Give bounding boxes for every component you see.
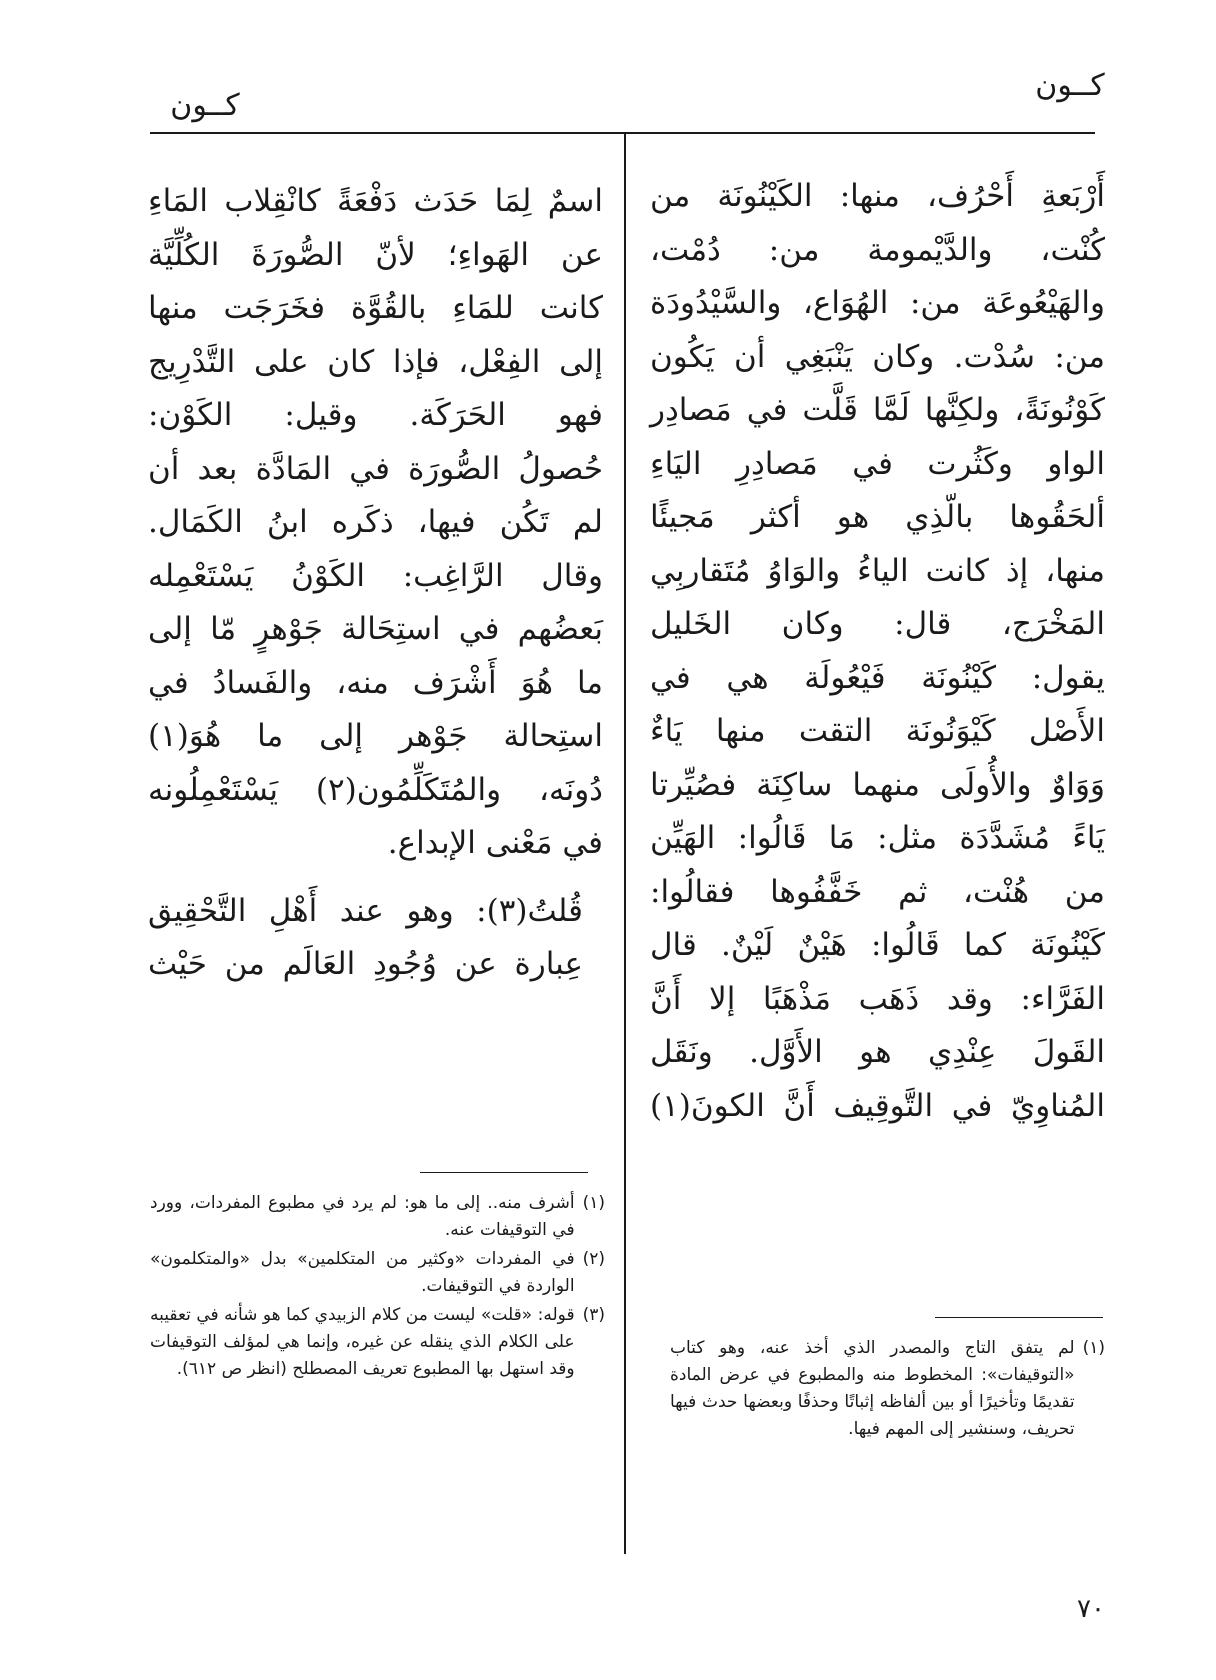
text-line: قُلتُ(٣): وهو عند أَهْلِ التَّحْقِيق (148, 892, 583, 929)
footnote-separator (420, 1172, 588, 1173)
footnote-number: (١) (1082, 1338, 1105, 1358)
text-line: ما هُوَ أَشْرَف منه، والفَسادُ في (148, 664, 603, 701)
page-number: ٧٠ (1077, 1594, 1105, 1624)
footnote-number: (٣) (582, 1305, 605, 1325)
text-line: اسمٌ لِمَا حَدَث دَفْعَةً كانْقِلاب المَاءِ (148, 183, 603, 219)
text-line: عِبارة عن وُجُودِ العَالَم من حَيْث (148, 946, 583, 982)
footnote (150, 1246, 605, 1300)
footnotes-left (150, 1190, 605, 1385)
running-head-right: كــون (1035, 68, 1105, 103)
text-line: القَولَ عِنْدِي هو الأَوَّل. ونَقَل (650, 1034, 1105, 1070)
text-line: الواو وكَثُرت في مَصادِرِ اليَاءِ (650, 445, 1105, 482)
paragraph (148, 175, 603, 871)
text-line: ألحَقُوها بالّذِي هو أكثر مَجيئًا (650, 499, 1105, 535)
header-rule (150, 132, 1095, 134)
text-line: الأَصْل كَيْوَنُونَة التقت منها يَاءٌ (650, 713, 1105, 749)
text-line: استِحالة جَوْهر إلى ما هُوَ(١) (148, 718, 603, 754)
text-line: والهَيْعُوعَة من: الهُوَاع، والسَّيْدُودَة (650, 285, 1105, 321)
right-column-text (650, 170, 1105, 1133)
footnotes-right (670, 1335, 1105, 1445)
footnote-text: أشرف منه.. إلى ما هو: لم يرد في مطبوع المفردات، وورد في التوقيفات عنه. (150, 1193, 575, 1240)
footnote (150, 1302, 605, 1383)
text-line: كَوْنُونَةً، ولكِنَّها لَمَّا قَلَّت في مَصادِر (650, 392, 1105, 428)
footnote-text: لم يتفق التاج والمصدر الذي أخذ عنه، وهو كتاب «التوقيفات»: المخطوط منه والمطبوع في عرض المادة تقديمًا وتأخيرًا أو بين ألفاظه إثباتًا وحذفًا وبعضها حدث فيها تحريف، وسنشير إلى المهم فيها. (670, 1338, 1075, 1439)
footnote-number: (١) (582, 1193, 605, 1213)
text-line: كُنْت، والدَّيْمومة من: دُمْت، (650, 231, 1105, 268)
column-divider (624, 134, 626, 1554)
footnote (150, 1190, 605, 1244)
text-line: يقول: كَيْنُونَة فَيْعُولَة هي في (650, 659, 1105, 696)
text-line: من: سُدْت. وكان يَنْبَغِي أن يَكُون (650, 338, 1105, 375)
footnote (670, 1335, 1105, 1443)
text-line: كانت للمَاءِ بالقُوَّة فخَرَجَت منها (148, 290, 603, 326)
footnote-separator (935, 1317, 1103, 1318)
text-line: المُناوِيّ في التَّوقِيف أَنَّ الكونَ(١) (650, 1087, 1105, 1124)
text-line: وَوَاوٌ والأُولَى منهما ساكِنَة فصُيِّرتا (650, 766, 1105, 803)
footnote-text: في المفردات «وكثير من المتكلمين» بدل «والمتكلمون» الواردة في التوقيفات. (150, 1249, 575, 1296)
text-line: الفَرَّاء: وقد ذَهَب مَذْهَبًا إلا أَنَّ (650, 980, 1105, 1017)
text-line: في مَعْنى الإبداع. (387, 825, 603, 861)
footnote-number: (٢) (582, 1249, 605, 1269)
left-column-text (148, 175, 603, 992)
text-line: كَيْنُونَة كما قَالُوا: هَيْنٌ لَيْنٌ. قال (650, 927, 1105, 963)
text-line: حُصولُ الصُّورَة في المَادَّة بعد أن (148, 450, 603, 487)
text-line: إلى الفِعْل، فإذا كان على التَّدْرِيج (148, 343, 603, 380)
footnote-text: قوله: «قلت» ليست من كلام الزبيدي كما هو شأنه في تعقيبه على الكلام الذي ينقله عن غيره، وإنما هي لمؤلف التوقيفات وقد استهل بها المطبوع تعريف المصطلح (انظر ص ٦١٢). (150, 1305, 575, 1379)
paragraph (148, 885, 603, 992)
text-line: يَاءً مُشَدَّدَة مثل: مَا قَالُوا: الهَيِّن (650, 820, 1105, 856)
text-line: أَرْبَعةِ أَحْرُف، منها: الكَيْنُونَة من (650, 178, 1105, 214)
text-line: من هُنْت، ثم خَفَّفُوها فقالُوا: (650, 873, 1105, 910)
text-line: وقال الرَّاغِب: الكَوْنُ يَسْتَعْمِله (148, 557, 603, 594)
text-line: بَعضُهم في استِحَالة جَوْهرٍ مّا إلى (148, 611, 603, 647)
text-line: المَخْرَج، قال: وكان الخَليل (650, 606, 1105, 642)
text-line: فهو الحَرَكَة. وقيل: الكَوْن: (148, 397, 603, 433)
text-line: عن الهَواءِ؛ لأنّ الصُّورَةَ الكُلِّيَّة (148, 236, 603, 273)
running-head-left: كــون (170, 88, 240, 123)
text-line: دُونَه، والمُتَكَلِّمُون(٢) يَسْتَعْمِلُونه (148, 771, 603, 808)
text-line: لم تَكُن فيها، ذكَره ابنُ الكَمَال. (148, 504, 603, 540)
text-line: منها، إذ كانت الياءُ والوَاوُ مُتَقاربِي (650, 552, 1105, 589)
